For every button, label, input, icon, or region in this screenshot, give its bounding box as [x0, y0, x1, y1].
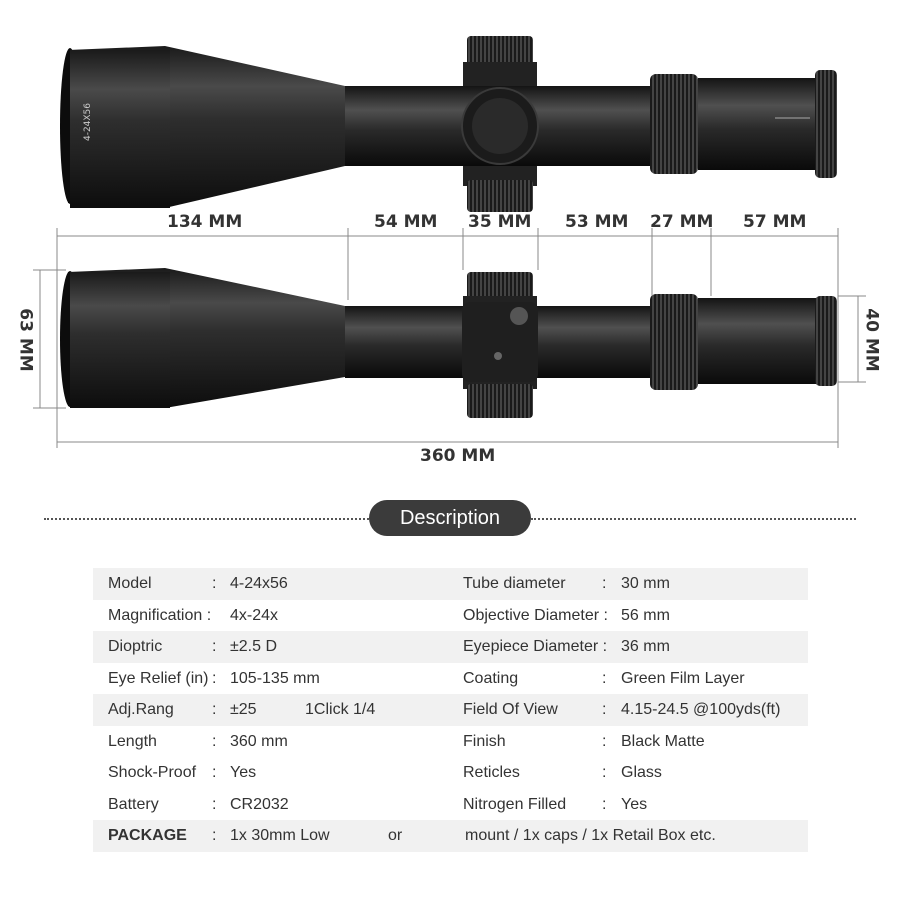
- spec-row: [93, 600, 808, 632]
- spec-value: 4x-24x: [230, 606, 279, 624]
- scope-bottom: [60, 268, 837, 418]
- spec-row-package: [93, 820, 808, 852]
- dim-taper-length: 54 MM: [374, 212, 438, 232]
- spec-key: Tube diameter: [463, 575, 566, 592]
- spec-key: Magnification :: [108, 606, 212, 624]
- spec-key: Field Of View: [463, 701, 558, 718]
- spec-table: [93, 568, 808, 852]
- dim-eyepiece: 57 MM: [743, 212, 807, 232]
- colon: :: [602, 764, 607, 781]
- spec-value: Yes: [230, 764, 257, 781]
- dim-eyepiece-diameter: 40 MM: [861, 308, 882, 372]
- spec-key: Shock-Proof: [108, 764, 197, 781]
- colon: :: [602, 575, 607, 592]
- spec-value: Yes: [621, 795, 648, 813]
- spec-row: [93, 631, 808, 663]
- colon: :: [212, 638, 217, 655]
- spec-key: Length: [108, 732, 157, 750]
- spec-key: Eyepiece Diameter :: [463, 638, 608, 655]
- spec-value-extra: 1Click 1/4: [305, 701, 376, 718]
- dim-turret-width: 35 MM: [468, 212, 532, 232]
- dim-tube-section: 53 MM: [565, 212, 629, 232]
- spec-key: Finish: [463, 732, 506, 750]
- spec-key: Objective Diameter :: [463, 606, 608, 624]
- spec-key: Dioptric: [108, 638, 163, 655]
- package-part-2: or: [388, 827, 403, 844]
- top-scope-engraving: 4-24X56: [83, 102, 93, 142]
- spec-key: Reticles: [463, 764, 520, 781]
- spec-key: Model: [108, 575, 152, 592]
- colon: :: [212, 827, 217, 844]
- spec-value: 4-24x56: [230, 575, 288, 592]
- colon: :: [212, 795, 217, 813]
- description-label: Description: [369, 500, 531, 536]
- spec-value: 56 mm: [621, 606, 670, 624]
- spec-row: [93, 757, 808, 789]
- colon: :: [602, 732, 607, 750]
- dim-objective-length: 134 MM: [167, 212, 243, 232]
- dim-power-ring: 27 MM: [650, 212, 714, 232]
- colon: :: [602, 669, 607, 687]
- spec-key: Adj.Rang: [108, 701, 174, 718]
- spec-value: CR2032: [230, 795, 289, 813]
- dim-total-length: 360 MM: [420, 446, 496, 466]
- spec-key: Eye Relief (in): [108, 669, 209, 687]
- spec-value: 360 mm: [230, 732, 288, 750]
- spec-row: [93, 789, 808, 821]
- spec-value: ±25: [230, 701, 257, 718]
- description-divider-right: [531, 518, 856, 520]
- colon: :: [212, 732, 217, 750]
- spec-row: [93, 694, 808, 726]
- spec-key: Battery: [108, 795, 159, 813]
- colon: :: [602, 701, 607, 718]
- spec-value: Glass: [621, 764, 662, 781]
- spec-value: Black Matte: [621, 732, 705, 750]
- scope-top: [60, 36, 837, 212]
- dim-objective-diameter: 63 MM: [15, 308, 36, 372]
- package-key: PACKAGE: [108, 827, 187, 844]
- package-part-3: mount / 1x caps / 1x Retail Box etc.: [465, 827, 716, 844]
- spec-row: [93, 663, 808, 695]
- spec-key: Coating: [463, 669, 519, 687]
- spec-value: ±2.5 D: [230, 638, 278, 655]
- spec-key: Nitrogen Filled: [463, 795, 567, 813]
- spec-value: 4.15-24.5 @100yds(ft): [621, 701, 781, 718]
- spec-value: 105-135 mm: [230, 669, 320, 687]
- spec-row: [93, 568, 808, 600]
- spec-row: [93, 726, 808, 758]
- colon: :: [212, 575, 217, 592]
- colon: :: [212, 701, 217, 718]
- colon: :: [212, 669, 217, 687]
- colon: :: [212, 764, 217, 781]
- spec-value: 36 mm: [621, 638, 670, 655]
- colon: :: [602, 795, 607, 813]
- spec-value: Green Film Layer: [621, 669, 745, 687]
- package-part-1: 1x 30mm Low: [230, 827, 330, 844]
- spec-value: 30 mm: [621, 575, 670, 592]
- description-divider-left: [44, 518, 369, 520]
